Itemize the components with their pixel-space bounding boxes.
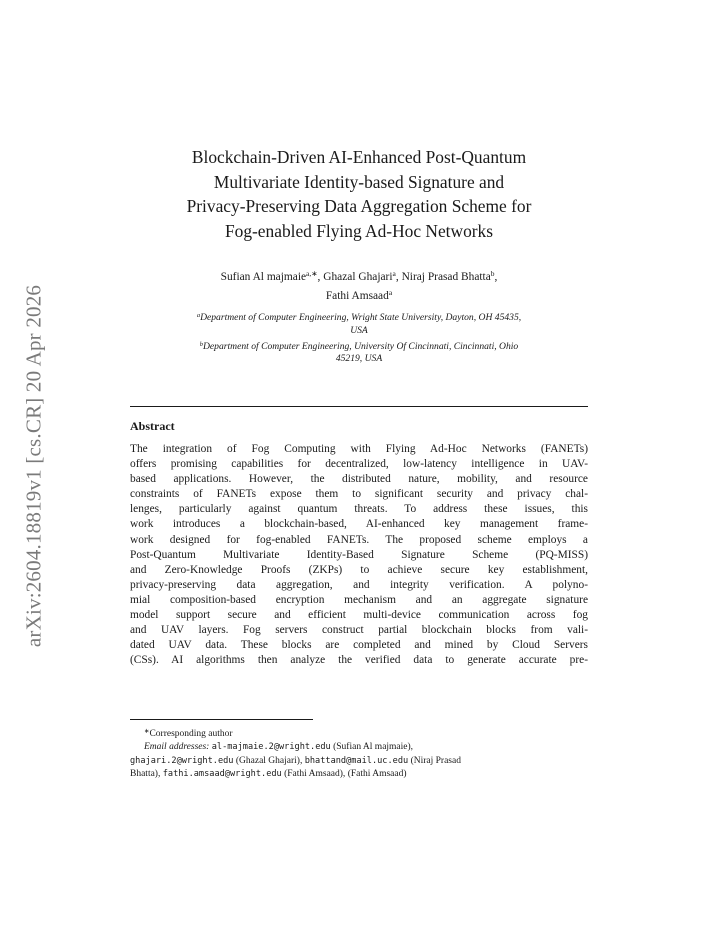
abstract-line: offers promising capabilities for decentralized, low-latency intelligence in UAV- [130,458,588,471]
affiliations [130,310,588,366]
abstract-top-rule [130,406,588,407]
email-line: Email addresses: al-majmaie.2@wright.edu (Sufian Al majmaie), [144,742,414,753]
abstract-body [130,442,588,668]
email-label: Email addresses: [144,742,210,753]
email-line: Bhatta), fathi.amsaad@wright.edu (Fathi Amsaad), (Fathi Amsaad) [130,768,407,779]
email-link[interactable]: bhattand@mail.uc.edu [304,755,409,766]
title-line: Blockchain-Driven AI-Enhanced Post-Quantum [191,147,527,167]
abstract-line: work designed for fog-enabled FANETs. The proposed scheme employs a [130,533,588,546]
abstract-heading: Abstract [130,419,175,433]
abstract-line: lenges, particularly against quantum threats. To address these issues, this [130,503,588,516]
abstract-line: constraints of FANETs expose them to significant security and privacy chal- [130,488,588,501]
abstract-line: and UAV layers. Fog servers construct partial blockchain blocks from vali- [130,624,588,637]
abstract-line: model support secure and efficient multi-device communication across fog [130,609,588,622]
author-name: Sufian Al majmaie [220,271,307,283]
corresponding-author-note: ∗Corresponding author [144,728,233,739]
author-affil-mark: a [388,288,393,297]
arxiv-identifier-stamp: arXiv:2604.18819v1 [cs.CR] 20 Apr 2026 [21,284,46,648]
author-list: Sufian Al majmaie$^{a,∗}$, Ghazal Ghajari$^a$, Niraj Prasad Bhatta$^b$, Fathi Amsaad$^a$ [220,269,498,302]
author-name: Niraj Prasad Bhatta [401,271,491,283]
affiliation-b: $^b$Department of Computer Engineering, University Of Cincinnati, Cincinnati, Ohio 45219, USA [199,340,519,365]
author-name: Fathi Amsaad [325,290,389,302]
abstract-line: Post-Quantum Multivariate Identity-Based Signature Scheme (PQ-MISS) [130,548,588,561]
abstract-line: privacy-preserving data aggregation, and integrity verification. A polyno- [130,578,588,591]
abstract-line: and Zero-Knowledge Proofs (ZKPs) to achieve secure key establishment, [130,563,588,576]
abstract-line: based applications. However, the distributed nature, mobility, and resource [130,473,588,486]
abstract-line: mial composition-based encryption mechanism and an aggregate signature [130,593,588,606]
author-affil-mark: a [392,269,396,278]
email-link[interactable]: fathi.amsaad@wright.edu [162,768,282,779]
title-line: Privacy-Preserving Data Aggregation Scheme for [186,196,532,216]
author-name: Ghazal Ghajari [323,271,393,283]
footnotes [130,725,588,781]
abstract-line: work introduces a blockchain-based, AI-enhanced key management frame- [130,518,588,531]
email-link[interactable]: ghajari.2@wright.edu [130,755,234,766]
title-line: Fog-enabled Flying Ad-Hoc Networks [224,220,494,241]
abstract-line: The integration of Fog Computing with Flying Ad-Hoc Networks (FANETs) [130,443,588,455]
author-affil-mark: b [490,269,495,278]
affiliation-a: $^a$Department of Computer Engineering, Wright State University, Dayton, OH 45435, USA [196,312,522,336]
paper-title [130,145,588,243]
abstract-line: (CSs). AI algorithms then analyze the verified data to generate accurate pre- [130,654,588,667]
abstract-line: dated UAV data. These blocks are completed and mined by Cloud Servers [130,639,588,652]
title-line: Multivariate Identity-based Signature and [213,171,505,192]
footnote-rule [130,719,313,720]
email-line: ghajari.2@wright.edu (Ghazal Ghajari), bhattand@mail.uc.edu (Niraj Prasad [130,755,461,766]
email-link[interactable]: al-majmaie.2@wright.edu [211,742,331,753]
author-affil-mark: a,∗ [306,269,318,278]
